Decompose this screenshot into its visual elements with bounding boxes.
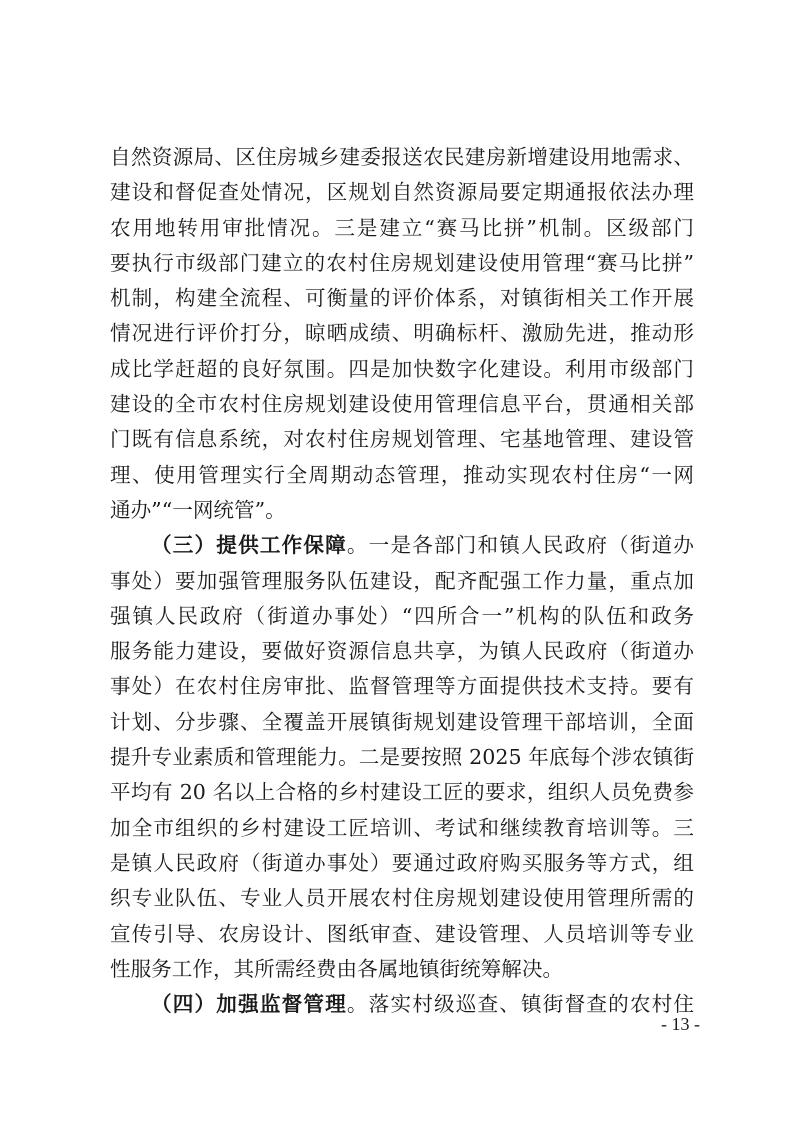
text-line: 建设和督促查处情况，区规划自然资源局要定期通报依法办理 bbox=[110, 180, 694, 205]
text-line: 性服务工作，其所需经费由各属地镇街统筹解决。 bbox=[110, 956, 564, 981]
text-line: 事处）要加强管理服务队伍建设，配齐配强工作力量，重点加 bbox=[110, 568, 694, 593]
section-4-heading: （四）加强监督管理 bbox=[151, 992, 347, 1017]
text-line: 加全市组织的乡村建设工匠培训、考试和继续教育培训等。三 bbox=[110, 815, 694, 840]
text-line: 强镇人民政府（街道办事处）“四所合一”机构的队伍和政务 bbox=[110, 603, 694, 628]
text-line: 农用地转用审批情况。三是建立“赛马比拼”机制。区级部门 bbox=[110, 215, 694, 240]
body-text bbox=[110, 140, 694, 1022]
section-3-first-line bbox=[110, 528, 694, 563]
section-3-text: 。一是各部门和镇人民政府（街道办 bbox=[346, 533, 694, 558]
text-line: 是镇人民政府（街道办事处）要通过政府购买服务等方式，组 bbox=[110, 850, 694, 875]
text-line: 建设的全市农村住房规划建设使用管理信息平台，贯通相关部 bbox=[110, 392, 694, 417]
text-line: 计划、分步骤、全覆盖开展镇街规划建设管理干部培训，全面 bbox=[110, 709, 694, 734]
section-4-first-line bbox=[110, 987, 694, 1022]
text-line: 通办”“一网统管”。 bbox=[110, 497, 286, 522]
text-line: 理、使用管理实行全周期动态管理，推动实现农村住房“一网 bbox=[110, 462, 694, 487]
text-line: 服务能力建设，要做好资源信息共享，为镇人民政府（街道办 bbox=[110, 639, 694, 664]
text-line: 成比学赶超的良好氛围。四是加快数字化建设。利用市级部门 bbox=[110, 356, 694, 381]
text-line: 事处）在农村住房审批、监督管理等方面提供技术支持。要有 bbox=[110, 674, 694, 699]
text-line: 机制，构建全流程、可衡量的评价体系，对镇街相关工作开展 bbox=[110, 286, 694, 311]
text-line: 要执行市级部门建立的农村住房规划建设使用管理“赛马比拼” bbox=[110, 250, 694, 275]
text-line: 提升专业素质和管理能力。二是要按照 2025 年底每个涉农镇街 bbox=[110, 745, 694, 770]
text-line: 自然资源局、区住房城乡建委报送农民建房新增建设用地需求、 bbox=[110, 145, 694, 169]
page-number: - 13 - bbox=[661, 1014, 700, 1034]
section-3-heading: （三）提供工作保障 bbox=[151, 533, 347, 558]
section-4-text: 。落实村级巡查、镇街督查的农村住 bbox=[346, 992, 694, 1017]
text-line: 织专业队伍、专业人员开展农村住房规划建设使用管理所需的 bbox=[110, 886, 694, 911]
text-line: 门既有信息系统，对农村住房规划管理、宅基地管理、建设管 bbox=[110, 427, 694, 452]
text-line: 宣传引导、农房设计、图纸审查、建设管理、人员培训等专业 bbox=[110, 921, 694, 946]
text-line: 情况进行评价打分，晾晒成绩、明确标杆、激励先进，推动形 bbox=[110, 321, 694, 346]
text-line: 平均有 20 名以上合格的乡村建设工匠的要求，组织人员免费参 bbox=[110, 780, 694, 805]
